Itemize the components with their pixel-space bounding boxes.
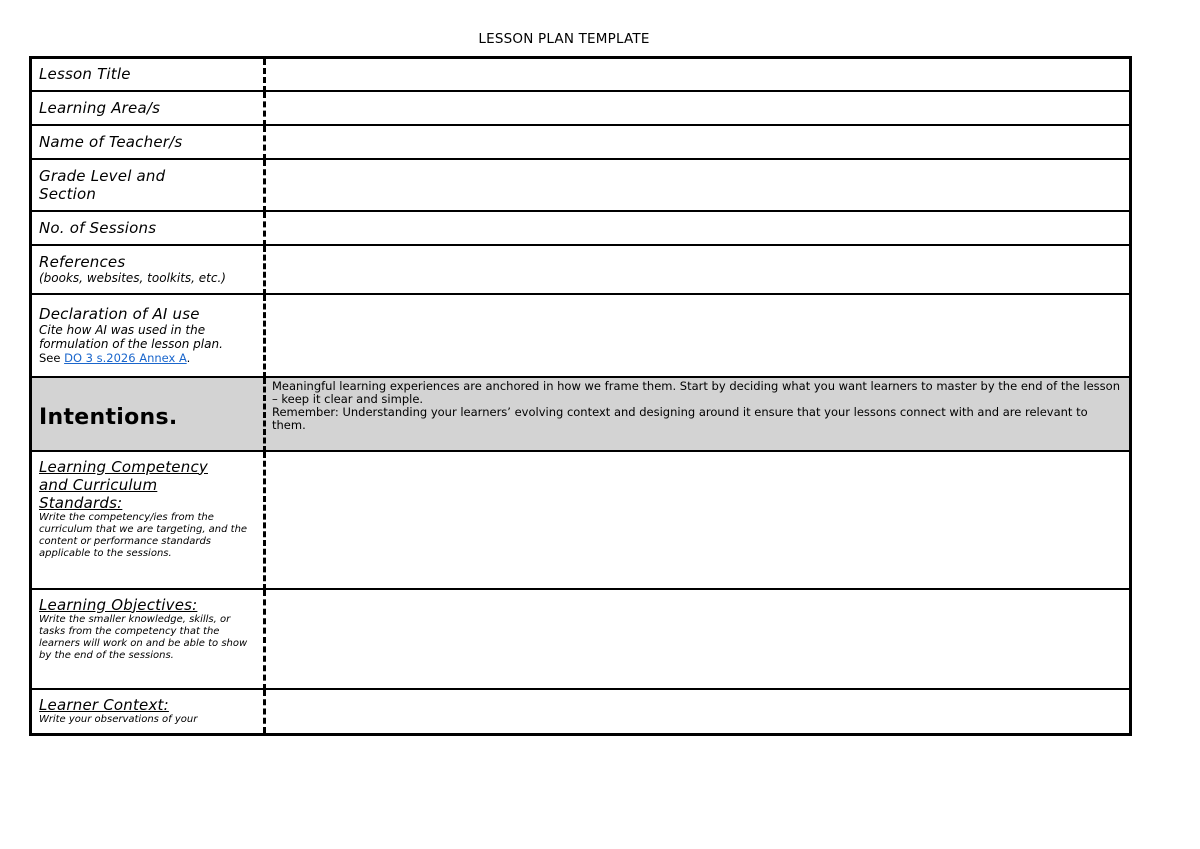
row-lesson-title: [31, 58, 1131, 91]
context-hint: Write your observations of your: [39, 713, 198, 725]
teacher-name-label: Name of Teacher/s: [39, 132, 183, 151]
objectives-label: Learning Objectives:: [39, 595, 198, 614]
label-cell: [31, 159, 265, 211]
grade-level-label: Grade Level and Section: [39, 166, 166, 203]
label-cell: [31, 589, 265, 689]
references-hint: (books, websites, toolkits, etc.): [39, 271, 226, 285]
row-learning-area: [31, 91, 1131, 125]
competency-label: Learning Competency and Curriculum Standards:: [39, 457, 208, 512]
context-label: Learner Context:: [39, 695, 169, 714]
learning-area-field[interactable]: [265, 91, 1131, 125]
row-grade-level: [31, 159, 1131, 211]
label-cell: [31, 58, 265, 91]
competency-hint: Write the competency/ies from the curriculum that we are targeting, and the content or performance standards applicable to the sessions.: [39, 511, 248, 559]
ai-period: .: [186, 350, 191, 365]
competency-field[interactable]: [265, 451, 1131, 589]
intentions-text-2: Remember: Understanding your learners’ evolving context and designing around it ensure that your lessons connect with and are relevant to them.: [272, 404, 1088, 432]
row-intentions: [31, 377, 1131, 451]
label-cell: [31, 125, 265, 159]
ai-see-line: [39, 351, 259, 366]
grade-level-field[interactable]: [265, 159, 1131, 211]
row-sessions: [31, 211, 1131, 245]
ai-annex-link[interactable]: DO 3 s.2026 Annex A: [64, 350, 187, 365]
label-cell: [31, 689, 265, 735]
references-field[interactable]: [265, 245, 1131, 294]
label-cell: [31, 245, 265, 294]
page-title: LESSON PLAN TEMPLATE: [478, 31, 650, 47]
label-cell: [31, 294, 265, 377]
row-teacher-name: [31, 125, 1131, 159]
row-ai-use: [31, 294, 1131, 377]
lesson-title-field[interactable]: [265, 58, 1131, 91]
row-learner-context: [31, 689, 1131, 735]
label-cell: [31, 211, 265, 245]
intentions-note: [265, 377, 1131, 451]
lesson-title-label: Lesson Title: [39, 65, 131, 84]
ai-use-field[interactable]: [265, 294, 1131, 377]
label-cell: [31, 377, 265, 451]
row-references: [31, 245, 1131, 294]
row-objectives: [31, 589, 1131, 689]
objectives-field[interactable]: [265, 589, 1131, 689]
ai-use-label: Declaration of AI use: [39, 304, 200, 323]
references-label: References: [39, 253, 126, 271]
label-cell: [31, 451, 265, 589]
intentions-heading: Intentions.: [39, 405, 178, 430]
sessions-label: No. of Sessions: [39, 218, 157, 237]
teacher-name-field[interactable]: [265, 125, 1131, 159]
sessions-field[interactable]: [265, 211, 1131, 245]
label-cell: [31, 91, 265, 125]
row-competency: [31, 451, 1131, 589]
intentions-text-1: Meaningful learning experiences are anchored in how we frame them. Start by deciding what you want learners to master by the end of the lesson – keep it clear and simple.: [272, 378, 1120, 406]
lesson-plan-table: [29, 56, 1132, 736]
ai-use-hint: Cite how AI was used in the formulation of the lesson plan.: [39, 322, 223, 351]
ai-see-text: See: [39, 350, 65, 365]
context-field[interactable]: [265, 689, 1131, 735]
learning-area-label: Learning Area/s: [39, 98, 161, 117]
objectives-hint: Write the smaller knowledge, skills, or tasks from the competency that the learners will work on and be able to show by the end of the sessions.: [39, 613, 248, 661]
